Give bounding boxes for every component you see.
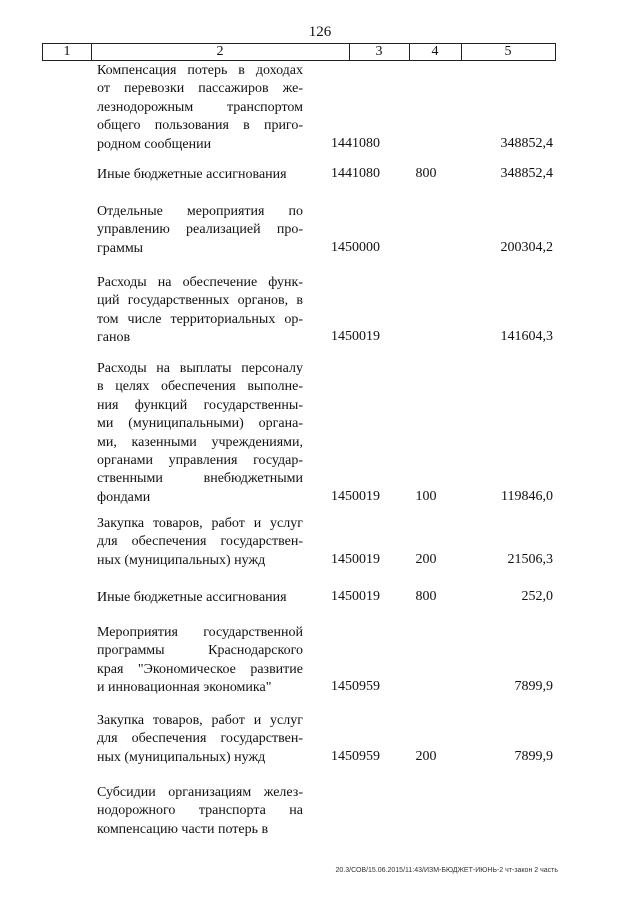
row-amount: 7899,9 bbox=[514, 748, 553, 764]
row-type: 100 bbox=[415, 488, 437, 504]
row-code: 1450019 bbox=[331, 488, 380, 504]
description-line: Иные бюджетные ассигнования bbox=[97, 590, 287, 605]
row-code: 1441080 bbox=[331, 135, 380, 151]
row-code: 1450000 bbox=[331, 239, 380, 255]
row-description bbox=[97, 274, 303, 348]
row-code: 1450019 bbox=[331, 551, 380, 567]
row-type: 200 bbox=[415, 748, 437, 764]
row-description bbox=[97, 166, 303, 184]
description-line: том числе территориальных ор- bbox=[97, 311, 303, 327]
row-code: 1450959 bbox=[331, 679, 380, 695]
row-code: 1450019 bbox=[331, 329, 380, 345]
row-description bbox=[97, 784, 303, 839]
footer-filename: 20.3/СОВ/15.06.2015/11:43/ИЗМ-БЮДЖЕТ-ИЮНЬ-2 чт-закон 2 часть bbox=[335, 867, 558, 874]
description-line: Субсидии организациям желез- bbox=[97, 785, 303, 800]
description-line: Закупка товаров, работ и услуг bbox=[97, 516, 303, 531]
description-line: для обеспечения государствен- bbox=[97, 731, 303, 747]
row-amount: 200304,2 bbox=[500, 239, 553, 255]
description-line: ций государственных органов, в bbox=[97, 293, 303, 309]
description-line: органами управления государ- bbox=[97, 453, 303, 469]
description-line: программы Краснодарского bbox=[97, 643, 303, 659]
description-line: ственными внебюджетными bbox=[97, 471, 303, 487]
row-code: 1450019 bbox=[331, 589, 380, 604]
row-type: 800 bbox=[415, 166, 437, 181]
row-code: 1441080 bbox=[331, 166, 380, 181]
header-col-2: 2 bbox=[216, 44, 224, 59]
description-line: края "Экономическое развитие bbox=[97, 661, 303, 677]
description-line: ганов bbox=[97, 330, 131, 346]
header-col-5: 5 bbox=[504, 44, 512, 59]
row-description bbox=[97, 203, 303, 258]
description-line: Компенсация потерь в доходах bbox=[97, 63, 303, 78]
description-line: Отдельные мероприятия по bbox=[97, 204, 303, 219]
table-header bbox=[42, 43, 556, 61]
row-description bbox=[97, 515, 303, 570]
description-line: Иные бюджетные ассигнования bbox=[97, 167, 287, 182]
row-amount: 348852,4 bbox=[500, 135, 553, 151]
description-line: ных (муниципальных) нужд bbox=[97, 749, 266, 765]
row-amount: 7899,9 bbox=[514, 679, 553, 695]
description-line: Расходы на выплаты персоналу bbox=[97, 361, 303, 376]
row-amount: 252,0 bbox=[521, 589, 553, 604]
row-description bbox=[97, 624, 303, 698]
description-line: компенсацию части потерь в bbox=[97, 821, 269, 837]
description-line: ния функций государственны- bbox=[97, 397, 303, 413]
row-description bbox=[97, 62, 303, 154]
description-line: Закупка товаров, работ и услуг bbox=[97, 713, 303, 728]
row-type: 200 bbox=[415, 551, 437, 567]
description-line: от перевозки пассажиров же- bbox=[97, 81, 303, 97]
description-line: нодорожного транспорта на bbox=[97, 803, 303, 819]
description-line: в целях обеспечения выполне- bbox=[97, 379, 303, 395]
header-col-3: 3 bbox=[375, 44, 383, 59]
description-line: ми (муниципальными) органа- bbox=[97, 416, 303, 432]
description-line: лезнодорожным транспортом bbox=[97, 99, 303, 115]
description-line: и инновационная экономика" bbox=[97, 680, 272, 696]
description-line: Мероприятия государственной bbox=[97, 625, 303, 640]
description-line: фондами bbox=[97, 489, 151, 505]
row-code: 1450959 bbox=[331, 748, 380, 764]
description-line: общего пользования в приго- bbox=[97, 118, 303, 134]
description-line: для обеспечения государствен- bbox=[97, 534, 303, 550]
header-col-4: 4 bbox=[431, 44, 439, 59]
description-line: ми, казенными учреждениями, bbox=[97, 434, 303, 450]
row-amount: 21506,3 bbox=[507, 551, 553, 567]
row-amount: 119846,0 bbox=[501, 488, 553, 504]
description-line: Расходы на обеспечение функ- bbox=[97, 275, 303, 290]
page-number: 126 bbox=[308, 24, 332, 40]
row-type: 800 bbox=[415, 589, 437, 604]
header-col-1: 1 bbox=[63, 44, 71, 59]
row-description bbox=[97, 589, 303, 607]
description-line: управлению реализацией про- bbox=[97, 222, 303, 238]
row-description bbox=[97, 360, 303, 507]
description-line: граммы bbox=[97, 240, 144, 256]
description-line: родном сообщении bbox=[97, 136, 212, 152]
row-description bbox=[97, 712, 303, 767]
row-amount: 348852,4 bbox=[500, 166, 553, 181]
row-amount: 141604,3 bbox=[500, 329, 553, 345]
description-line: ных (муниципальных) нужд bbox=[97, 552, 266, 568]
